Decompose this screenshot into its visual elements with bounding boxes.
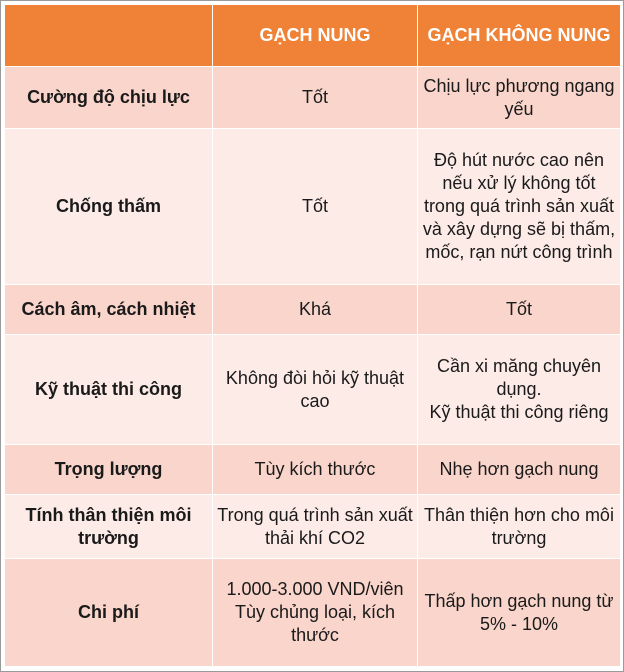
table-row: [5, 445, 621, 495]
table-row: [5, 559, 621, 667]
cell-text: 1.000-3.000 VND/viên: [226, 579, 404, 599]
cell-text: Chịu lực phương ngang yếu: [423, 75, 615, 119]
cell-text: Tùy kích thước: [254, 459, 376, 479]
fired-value-cell: [213, 285, 418, 335]
fired-value-cell: [213, 559, 418, 667]
cell-text: Trong quá trình sản xuất thải khí CO2: [217, 504, 413, 548]
fired-value-cell: [213, 445, 418, 495]
cell-text: Tùy chủng loại, kích thước: [234, 602, 396, 645]
criterion-cell: Kỹ thuật thi công: [5, 335, 213, 445]
cell-text: Tốt: [505, 299, 532, 319]
unfired-value-cell: [418, 335, 621, 445]
cell-text: Tốt: [301, 87, 328, 107]
fired-value-cell: [213, 129, 418, 285]
header-row: [5, 5, 621, 67]
fired-value-cell: [213, 67, 418, 129]
unfired-value-cell: [418, 495, 621, 559]
table-row: [5, 285, 621, 335]
cell-text: Kỹ thuật thi công riêng: [429, 402, 609, 422]
cell-text: Thân thiện hơn cho môi trường: [424, 504, 614, 548]
criterion-cell: Cách âm, cách nhiệt: [5, 285, 213, 335]
table-row: [5, 129, 621, 285]
unfired-value-cell: [418, 67, 621, 129]
unfired-value-cell: [418, 445, 621, 495]
cell-text: Khá: [298, 299, 332, 319]
cell-text: Cần xi măng chuyên dụng.: [436, 356, 602, 399]
table-row: [5, 67, 621, 129]
fired-value-cell: [213, 335, 418, 445]
cell-text: Độ hút nước cao nên nếu xử lý không tốt trong quá trình sản xuất và xây dựng sẽ bị thấm, mốc, rạn nứt công trình: [422, 150, 616, 262]
unfired-value-cell: [418, 559, 621, 667]
header-fired-brick: GẠCH NUNG: [213, 5, 418, 67]
cell-text: Thấp hơn gạch nung từ 5% - 10%: [424, 590, 614, 634]
header-unfired-brick: GẠCH KHÔNG NUNG: [418, 5, 621, 67]
criterion-cell: Chi phí: [5, 559, 213, 667]
table-row: [5, 335, 621, 445]
criterion-cell: Cường độ chịu lực: [5, 67, 213, 129]
criterion-cell: Tính thân thiện môi trường: [5, 495, 213, 559]
cell-text: Không đòi hỏi kỹ thuật cao: [225, 367, 405, 411]
cell-text: Tốt: [301, 196, 328, 216]
unfired-value-cell: [418, 285, 621, 335]
fired-value-cell: [213, 495, 418, 559]
criterion-cell: Trọng lượng: [5, 445, 213, 495]
cell-text: Nhẹ hơn gạch nung: [439, 459, 599, 479]
comparison-table: [4, 4, 621, 667]
table-row: [5, 495, 621, 559]
unfired-value-cell: [418, 129, 621, 285]
criterion-cell: Chống thấm: [5, 129, 213, 285]
header-corner-cell: [5, 5, 213, 67]
